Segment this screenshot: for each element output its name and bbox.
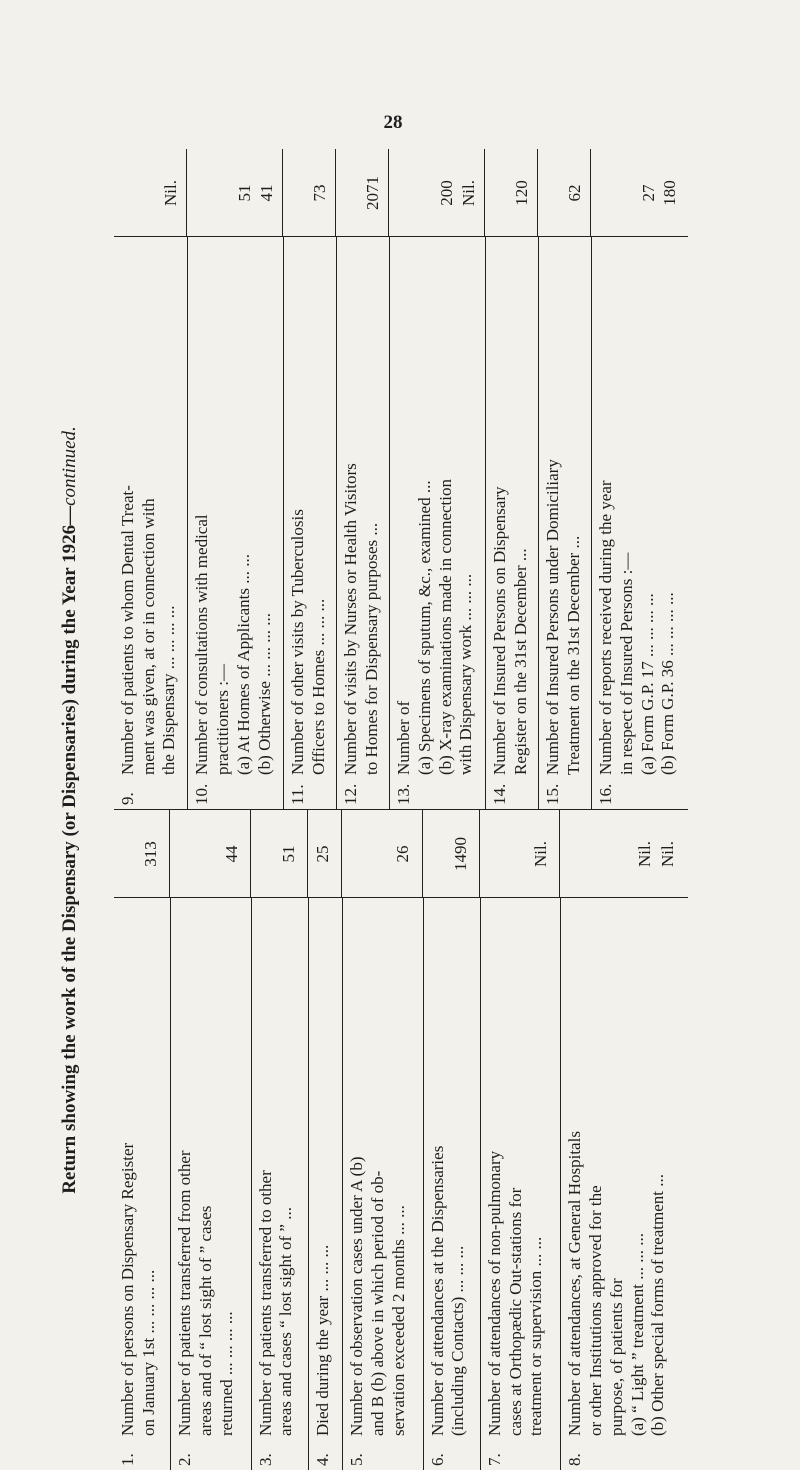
value-separator — [282, 149, 283, 237]
value-separator — [388, 149, 389, 237]
item-value: Nil. — [531, 841, 551, 867]
value-separator — [484, 149, 485, 237]
description-line: (a) At Homes of Applicants ... ... — [233, 554, 253, 775]
item-description — [428, 904, 469, 1436]
value-separator — [422, 810, 423, 898]
item-description — [192, 243, 275, 775]
item-value: 62 — [564, 184, 584, 202]
description-line: to Homes for Dispensary purposes ... — [362, 522, 381, 775]
table-row — [343, 898, 423, 1470]
description-line: (b) Otherwise ... ... ... ... — [254, 613, 274, 775]
item-number: 6. — [427, 1453, 447, 1466]
title-main: Return showing the work of the Dispensary (or Dispensaries) during the Year 1926— — [59, 505, 80, 1194]
table-row — [309, 898, 343, 1470]
table-row — [188, 237, 284, 809]
left-table-block — [114, 810, 688, 1470]
item-number: 8. — [565, 1453, 585, 1466]
item-value: 44 — [221, 845, 241, 863]
item-number: 15. — [543, 783, 563, 805]
description-line: practitioners :— — [213, 664, 233, 775]
item-number: 11. — [288, 784, 308, 805]
description-line: (a) “ Light ” treatment ... ... ... — [627, 1233, 647, 1436]
item-number: 16. — [596, 783, 616, 805]
description-line: Number of Insured Persons under Domiciliary — [543, 459, 563, 775]
description-line: with Dispensary work ... ... ... — [456, 573, 476, 775]
page-number: 28 — [383, 112, 403, 133]
description-line: ment was given, at or in connection with — [138, 498, 158, 775]
right-description-column — [114, 236, 688, 809]
description-line: Number of attendances, at General Hospitals — [565, 1131, 585, 1436]
item-number: 13. — [394, 783, 414, 805]
item-description — [485, 904, 547, 1436]
item-value: 120 — [511, 180, 531, 206]
item-description — [288, 243, 329, 775]
item-value: 41 — [256, 184, 276, 202]
item-value: 1490 — [450, 837, 470, 871]
description-line: Register on the 31st December ... — [510, 548, 530, 775]
right-value-column — [114, 149, 688, 237]
right-table-block — [114, 149, 688, 810]
description-line: Number of reports received during the year — [596, 480, 616, 775]
item-value: 51 — [235, 184, 255, 202]
dispensary-return-table — [114, 150, 688, 1470]
value-separator — [307, 810, 308, 898]
table-row — [592, 237, 688, 809]
description-line: Number of consultations with medical — [192, 514, 212, 775]
description-line: Number of patients transferred to other — [255, 1170, 275, 1436]
table-row — [252, 898, 309, 1470]
description-line: Number of attendances of non-pulmonary — [484, 1150, 504, 1436]
value-separator — [559, 810, 560, 898]
description-line: (b) X-ray examinations made in connection — [435, 479, 455, 775]
item-value: 313 — [141, 841, 161, 867]
description-line: Number of Insured Persons on Dispensary — [490, 486, 510, 775]
item-value: 200 — [437, 180, 457, 206]
description-line: areas and of “ lost sight of ” cases — [196, 1205, 216, 1436]
rotated-page-content — [48, 150, 688, 1470]
description-line: Number of visits by Nurses or Health Visitors — [341, 463, 361, 775]
table-title — [48, 150, 92, 1470]
item-number: 5. — [347, 1453, 367, 1466]
item-description — [490, 243, 531, 775]
table-row — [337, 237, 390, 809]
description-line: on January 1st ... ... ... ... — [138, 1269, 158, 1436]
table-row — [171, 898, 251, 1470]
table-row — [114, 237, 188, 809]
item-number: 9. — [118, 792, 137, 805]
item-description — [175, 904, 237, 1436]
description-line: and B (b) above in which period of ob- — [367, 1170, 387, 1436]
description-line: returned ... ... ... ... — [216, 1311, 236, 1436]
table-row — [284, 237, 337, 809]
table-row — [561, 898, 688, 1470]
item-description — [347, 904, 409, 1436]
item-description — [313, 904, 334, 1436]
description-line: Number of — [394, 700, 414, 775]
table-row — [486, 237, 539, 809]
description-line: (b) Other special forms of treatment ... — [648, 1174, 668, 1436]
description-line: (a) Specimens of sputum, &c., examined ... — [415, 480, 435, 775]
value-separator — [169, 810, 170, 898]
description-line: (a) Form G.P. 17 ... ... ... ... — [637, 593, 657, 775]
item-value: 26 — [393, 845, 413, 863]
description-line: or other Institutions approved for the — [586, 1185, 606, 1436]
description-line: Number of persons on Dispensary Register — [118, 1142, 137, 1436]
description-line: purpose, of patients for — [606, 1278, 626, 1436]
item-description — [118, 243, 180, 775]
value-separator — [341, 810, 342, 898]
value-separator — [479, 810, 480, 898]
description-line: cases at Orthopædic Out-stations for — [505, 1187, 525, 1436]
item-description — [596, 243, 679, 775]
item-number: 10. — [192, 783, 212, 805]
item-value: 2071 — [362, 176, 382, 210]
item-value: 51 — [278, 845, 298, 863]
left-description-column — [114, 897, 688, 1470]
table-row — [424, 898, 481, 1470]
item-number: 7. — [484, 1453, 504, 1466]
description-line: servation exceeded 2 months ... ... — [388, 1205, 408, 1436]
value-separator — [537, 149, 538, 237]
item-number: 12. — [341, 783, 361, 805]
description-line: Officers to Homes ... ... ... — [308, 598, 328, 775]
item-number: 1. — [118, 1453, 137, 1466]
description-line: (b) Form G.P. 36 ... ... ... ... — [658, 592, 678, 775]
item-number: 3. — [255, 1453, 275, 1466]
description-line: the Dispensary ... ... ... ... — [159, 605, 179, 775]
item-value: Nil. — [160, 180, 180, 206]
description-line: treatment or supervision ... ... — [526, 1236, 546, 1436]
left-value-column — [114, 810, 688, 898]
description-line: Number of observation cases under A (b) — [347, 1156, 367, 1436]
description-line: in respect of Insured Persons :— — [616, 552, 636, 775]
item-number: 4. — [313, 1453, 332, 1466]
description-line: Died during the year ... ... ... — [313, 1244, 332, 1436]
value-separator — [250, 810, 251, 898]
description-line: Number of attendances at the Dispensaries — [427, 1145, 447, 1436]
item-value: Nil. — [458, 180, 478, 206]
description-line: (including Contacts) ... ... ... — [448, 1245, 468, 1436]
description-line: Treatment on the 31st December ... — [563, 535, 583, 775]
item-number: 14. — [490, 783, 510, 805]
table-row — [114, 898, 171, 1470]
item-description — [118, 904, 159, 1436]
item-value: Nil. — [634, 841, 654, 867]
item-description — [565, 904, 669, 1436]
table-row — [539, 237, 592, 809]
item-value: Nil. — [657, 841, 677, 867]
item-value: 73 — [309, 184, 329, 202]
item-description — [256, 904, 297, 1436]
item-description — [543, 243, 584, 775]
value-separator — [590, 149, 591, 237]
table-row — [481, 898, 561, 1470]
value-separator — [186, 149, 187, 237]
item-value: 25 — [313, 845, 332, 863]
title-continued: continued. — [59, 426, 80, 506]
item-value: 27 — [638, 184, 658, 202]
table-row — [390, 237, 486, 809]
item-description — [341, 243, 382, 775]
value-separator — [335, 149, 336, 237]
description-line: Number of patients transferred from other — [175, 1150, 195, 1436]
description-line: Number of patients to whom Dental Treat- — [118, 485, 137, 775]
description-line: areas and cases “ lost sight of ” ... — [276, 1207, 296, 1436]
item-value: 180 — [660, 180, 680, 206]
description-line: Number of other visits by Tuberculosis — [288, 509, 308, 775]
item-number: 2. — [175, 1453, 195, 1466]
item-description — [394, 243, 477, 775]
